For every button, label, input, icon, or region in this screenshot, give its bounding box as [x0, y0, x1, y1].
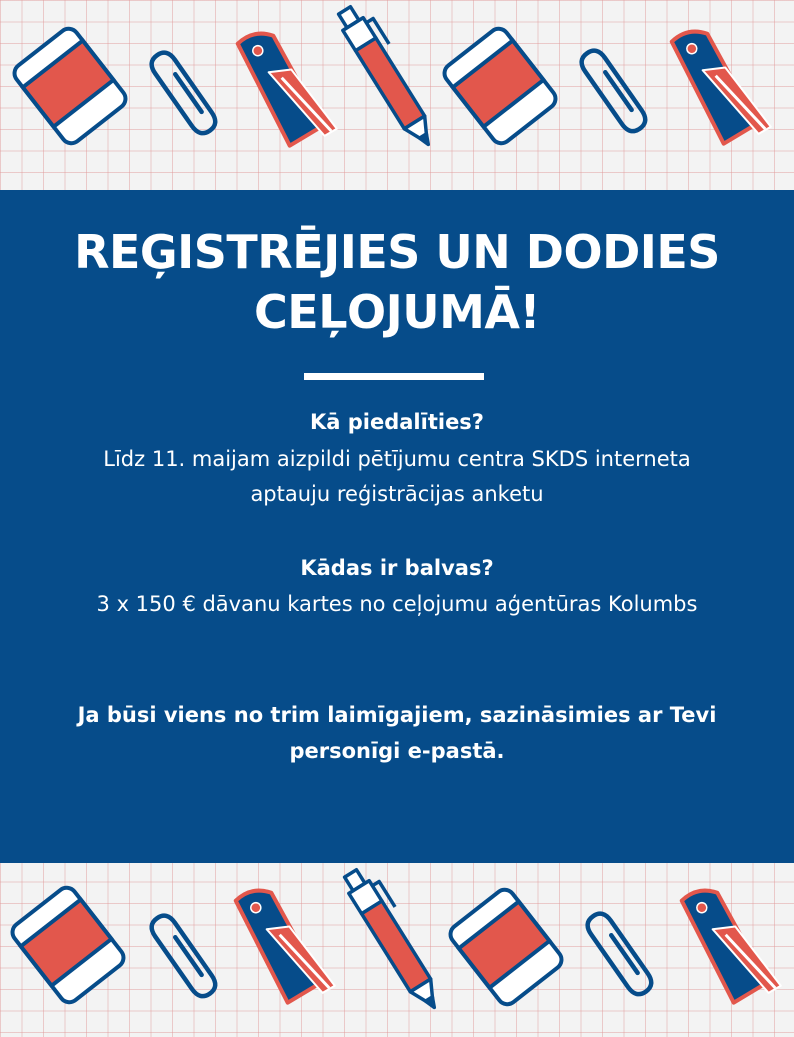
prizes-answer	[0, 587, 794, 622]
stapler-icon	[235, 876, 336, 1011]
eraser-icon	[9, 884, 128, 1006]
headline-divider	[304, 373, 484, 380]
how-answer-line-2: aptauju reģistrācijas anketu	[250, 482, 544, 506]
top-decoration-strip	[0, 0, 794, 190]
prizes-question: Kādas ir balvas?	[300, 556, 494, 580]
pen-icon	[334, 0, 445, 151]
stapler-icon	[671, 17, 772, 152]
headline-line-1: REĢISTRĒJIES UN DODIES	[74, 225, 720, 279]
paperclip-icon	[583, 909, 655, 998]
how-question: Kā piedalīties?	[310, 410, 484, 434]
closing-note	[0, 697, 794, 769]
stapler-icon	[681, 876, 782, 1011]
headline-line-2: CEĻOJUMĀ!	[254, 285, 540, 339]
eraser-icon	[441, 25, 560, 147]
bottom-decoration-strip	[0, 863, 794, 1037]
closing-line-1: Ja būsi viens no trim laimīgajiem, sazināsimies ar Tevi	[77, 703, 717, 727]
headline	[0, 222, 794, 342]
pen-icon	[340, 863, 451, 1014]
closing-line-2: personīgi e-pastā.	[289, 739, 505, 763]
paperclip-icon	[577, 46, 649, 135]
how-answer-line-1: Līdz 11. maijam aizpildi pētījumu centra SKDS interneta	[103, 447, 691, 471]
eraser-icon	[447, 886, 566, 1008]
paperclip-icon	[147, 911, 219, 1000]
stapler-icon	[237, 19, 338, 154]
eraser-icon	[11, 25, 130, 147]
how-answer	[0, 442, 794, 512]
prizes-answer-text: 3 x 150 € dāvanu kartes no ceļojumu aģentūras Kolumbs	[96, 592, 698, 616]
paperclip-icon	[147, 48, 219, 137]
